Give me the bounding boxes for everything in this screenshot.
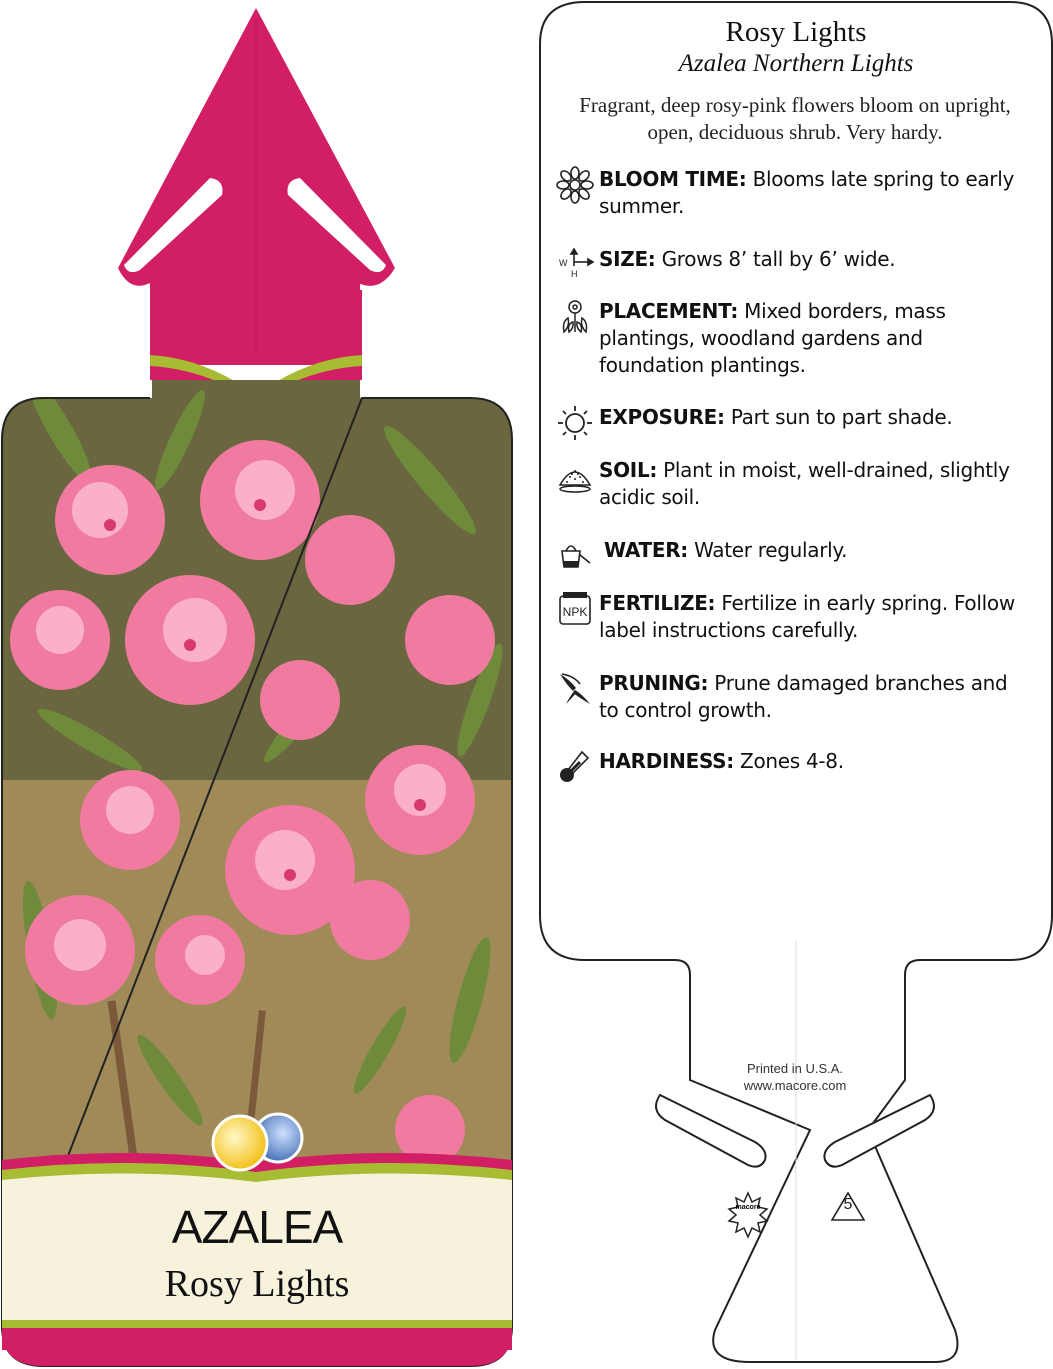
name-panel <box>2 1153 512 1366</box>
sun-icon <box>556 404 594 442</box>
care-value: Water regularly. <box>694 538 848 562</box>
plant-genus: AZALEA <box>171 1201 343 1253</box>
plant-variety: Rosy Lights <box>164 1263 350 1305</box>
website-text: www.macore.com <box>743 1078 847 1093</box>
care-label: WATER: <box>604 538 688 562</box>
size-h-letter: H <box>571 269 578 279</box>
watering-can-icon <box>556 537 594 575</box>
care-value: Prune damaged branches and to control growth. <box>599 671 1008 722</box>
care-label: PRUNING: <box>599 671 709 695</box>
size-w-letter: W <box>559 258 568 268</box>
care-label: HARDINESS: <box>599 749 734 773</box>
front-tag <box>0 0 520 1369</box>
soil-icon <box>556 457 594 495</box>
care-value: Blooms late spring to early summer. <box>599 167 1015 218</box>
npk-text: NPK <box>562 605 588 619</box>
garden-plants-icon <box>556 298 594 336</box>
care-label: SIZE: <box>599 247 656 271</box>
care-label: PLACEMENT: <box>599 299 739 323</box>
care-value: Fertilize in early spring. Follow label instructions carefully. <box>599 591 1015 642</box>
care-value: Mixed borders, mass plantings, woodland gardens and foundation plantings. <box>599 299 946 377</box>
npk-fertilizer-icon <box>556 590 594 628</box>
flower-icon <box>556 166 594 204</box>
back-subtitle: Azalea Northern Lights <box>678 50 914 77</box>
plant-photo <box>0 372 520 1180</box>
size-arrows-icon <box>556 246 594 284</box>
plant-description: Fragrant, deep rosy-pink flowers bloom on upright, open, deciduous shrub. Very hardy. <box>579 93 1011 144</box>
care-label: EXPOSURE: <box>599 405 725 429</box>
tag-arrow-top <box>118 8 395 365</box>
maker-mark-text: macore <box>735 1204 761 1211</box>
pruners-icon <box>556 670 594 708</box>
back-title: Rosy Lights <box>725 16 867 48</box>
care-value: Plant in moist, well-drained, slightly acidic soil. <box>599 458 1010 509</box>
care-value: Part sun to part shade. <box>730 405 953 429</box>
thermometer-icon <box>556 748 594 786</box>
printed-in-footer <box>700 1060 890 1094</box>
care-value: Zones 4-8. <box>740 749 844 773</box>
recycle-code: 5 <box>843 1196 853 1213</box>
care-value: Grows 8’ tall by 6’ wide. <box>661 247 896 271</box>
care-label: SOIL: <box>599 458 658 482</box>
printed-in-text: Printed in U.S.A. <box>746 1061 844 1076</box>
care-label: BLOOM TIME: <box>599 167 747 191</box>
care-label: FERTILIZE: <box>599 591 716 615</box>
